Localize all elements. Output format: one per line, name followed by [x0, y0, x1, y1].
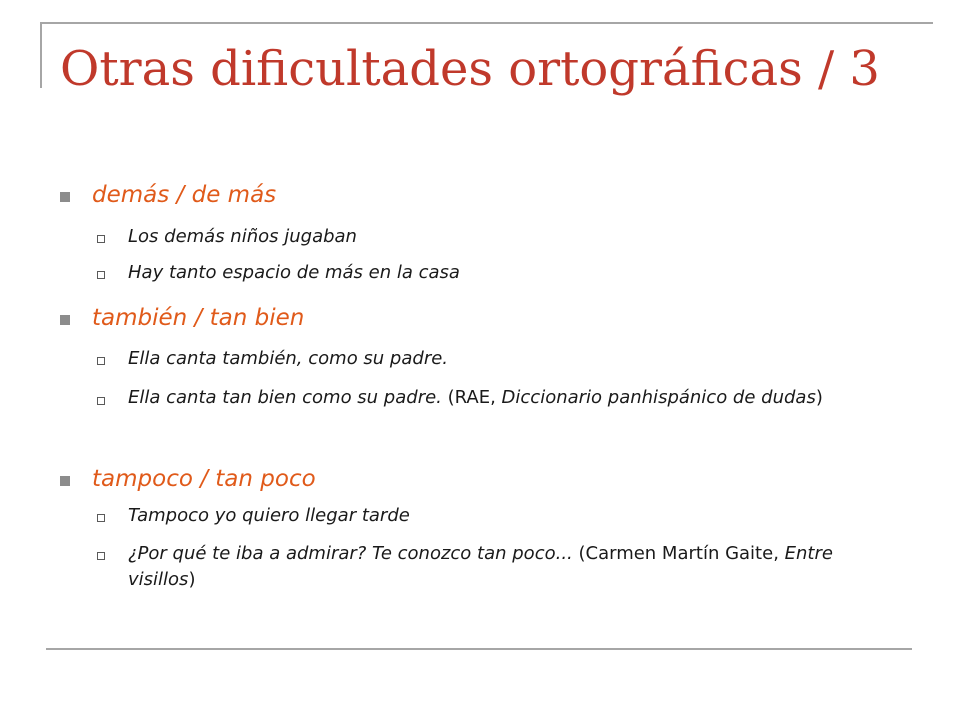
example-text: ¿Por qué te iba a admirar? Te conozco tan poco... (Carmen Martín Gaite, Entre visillos) [128, 543, 833, 590]
section-heading: demás / de más [92, 182, 277, 208]
section-bullet-icon [60, 315, 70, 325]
sub-bullet-icon [97, 514, 105, 522]
example-text: Tampoco yo quiero llegar tarde [128, 505, 410, 526]
sub-bullet-icon [97, 397, 105, 405]
example-text: Ella canta tan bien como su padre. (RAE, Diccionario panhispánico de dudas) [128, 387, 823, 408]
sub-bullet-icon [97, 357, 105, 365]
sub-bullet-icon [97, 235, 105, 243]
example-text: Hay tanto espacio de más en la casa [128, 262, 460, 283]
section-heading: también / tan bien [92, 305, 305, 331]
example-text: Los demás niños jugaban [128, 226, 357, 247]
section-bullet-icon [60, 192, 70, 202]
sub-bullet-icon [97, 271, 105, 279]
section-bullet-icon [60, 476, 70, 486]
slide-title: Otras dificultades ortográficas / 3 [60, 41, 880, 97]
section-heading: tampoco / tan poco [92, 466, 316, 492]
example-text: Ella canta también, como su padre. [128, 348, 449, 369]
sub-bullet-icon [97, 552, 105, 560]
